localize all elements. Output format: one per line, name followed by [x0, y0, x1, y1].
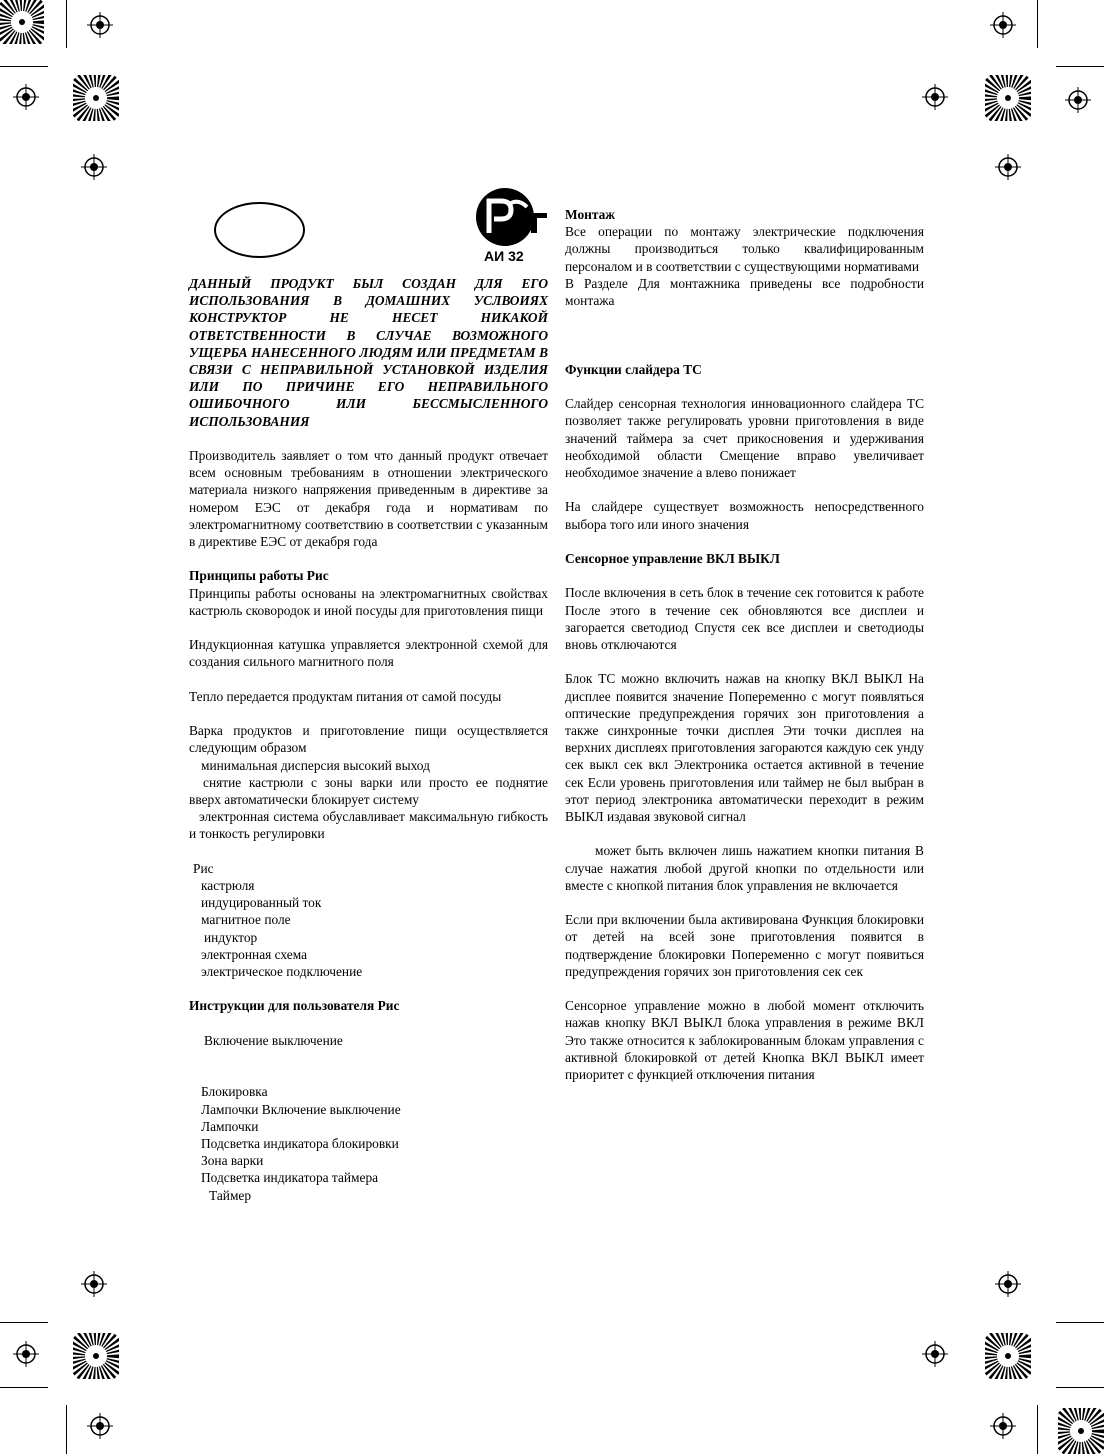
crop-mark — [1056, 1322, 1104, 1323]
ce-mark-oval-logo — [214, 202, 305, 258]
figure-legend — [189, 877, 548, 980]
crop-mark — [66, 0, 67, 48]
figure-legend-item: электронная схема — [201, 946, 308, 962]
mount-heading: Монтаж — [565, 207, 616, 222]
touch-paragraph: Если при включении была активирована Функция блокировки от детей на всей зоне приготовления появится в подтверждение блокировки Попеременно с могут появиться предупреждения горячих зон приготовления сек сек — [565, 912, 924, 979]
registration-target-icon — [87, 12, 113, 38]
principles-heading: Принципы работы Рис — [189, 568, 329, 584]
registration-target-icon — [995, 154, 1021, 180]
registration-target-icon — [990, 12, 1016, 38]
slider-paragraph: На слайдере существует возможность непосредственного выбора того или иного значения — [565, 499, 924, 532]
figure-legend-item: магнитное поле — [201, 912, 291, 928]
principles-paragraph: Индукционная катушка управляется электронной схемой для создания сильного магнитного поля — [189, 637, 548, 670]
mount-paragraph: Все операции по монтажу электрические подключения должны производиться только квалифицированным персоналом и в соответствии с существующими нормативами — [565, 224, 924, 274]
controls-legend-item: Блокировка — [201, 1084, 268, 1100]
crop-mark — [0, 66, 48, 67]
registration-target-icon — [990, 1413, 1016, 1439]
declaration-paragraph: Производитель заявляет о том что данный продукт отвечает всем основным требованиям в отношении электрического материала низкого напряжения приведенным в директиве за номером ЕЭС от декабря года и нормативам по электромагнитному соответствию в соответствии с указанным в директиве ЕЭС от декабря года — [189, 448, 548, 550]
crop-mark — [1056, 1387, 1104, 1388]
registration-target-icon — [922, 84, 948, 110]
right-column — [565, 206, 924, 1083]
mount-paragraph: В Разделе Для монтажника приведены все подробности монтажа — [565, 275, 924, 309]
touch-paragraph: Блок ТС можно включить нажав на кнопку ВКЛ ВЫКЛ На дисплее появится значение Попеременно с могут появляться оптические предупреждения горячих зон приготовления а также синхронные точки дисплея Эти точки дисплея на верхних дисплеях приготовления загораются каждую сек унду сек выкл сек вкл Электроника остается активной в течение сек Если уровень приготовления или таймер не был выбран в этот период электроника автоматически переходит в режим ВЫКЛ издавая звуковой сигнал — [565, 671, 924, 824]
crop-mark — [1037, 1405, 1038, 1454]
starburst-target-icon — [985, 1333, 1031, 1379]
figure-legend-item: электрическое подключение — [201, 964, 363, 980]
starburst-target-icon — [1058, 1408, 1104, 1454]
starburst-target-icon — [0, 0, 44, 44]
touch-control-heading: Сенсорное управление ВКЛ ВЫКЛ — [565, 550, 780, 566]
figure-legend-item: индуцированный ток — [201, 895, 322, 911]
registration-target-icon — [13, 1341, 39, 1367]
principles-paragraph: Варка продуктов и приготовление пищи осуществляется следующим образом — [189, 723, 548, 756]
crop-mark — [1056, 66, 1104, 67]
figure-legend-item: индуктор — [204, 929, 258, 945]
controls-legend-item: Лампочки Включение выключение — [201, 1101, 401, 1117]
principles-bullet: минимальная дисперсия высокий выход — [201, 757, 430, 773]
starburst-target-icon — [73, 1333, 119, 1379]
touch-paragraph: может быть включен лишь нажатием кнопки питания В случае нажатия любой другой кнопки по отдельности или вместе с кнопкой питания блок управления не включается — [565, 843, 924, 893]
touch-paragraph: Сенсорное управление можно в любой момент отключить нажав кнопку ВКЛ ВЫКЛ блока управления в режиме ВКЛ Это также относится к заблокированным блокам управления с активной блокировкой от детей Кнопка ВКЛ ВЫКЛ имеет приоритет с функцией отключения питания — [565, 998, 924, 1082]
on-off-label: Включение выключение — [204, 1032, 343, 1048]
instructions-heading: Инструкции для пользователя Рис — [189, 998, 400, 1014]
safety-warning: ДАННЫЙ ПРОДУКТ БЫЛ СОЗДАН ДЛЯ ЕГО ИСПОЛЬЗОВАНИЯ В ДОМАШНИХ УСЛВОИЯХ КОНСТРУКТОР НЕ НЕСЕТ НИКАКОЙ ОТВЕТСТВЕННОСТИ В СЛУЧАЕ ВОЗМОЖНОГО УЩЕРБА НАНЕСЕННОГО ЛЮДЯМ ИЛИ ПРЕДМЕТАМ В СВЯЗИ С НЕПРАВИЛЬНОЙ УСТАНОВКОЙ ИЗДЕЛИЯ ИЛИ ПО ПРИЧИНЕ ЕГО НЕПРАВИЛЬНОГО ОШИБОЧНОГО ИЛИ БЕССМЫСЛЕННОГО ИСПОЛЬЗОВАНИЯ — [189, 276, 548, 429]
registration-target-icon — [995, 1271, 1021, 1297]
controls-legend-item: Зона варки — [201, 1153, 264, 1169]
starburst-target-icon — [73, 75, 119, 121]
crop-mark — [66, 1405, 67, 1454]
slider-heading: Функции слайдера ТС — [565, 361, 702, 377]
registration-target-icon — [87, 1413, 113, 1439]
starburst-target-icon — [985, 75, 1031, 121]
registration-target-icon — [81, 1271, 107, 1297]
figure-label: Рис — [193, 860, 214, 876]
slider-paragraph: Слайдер сенсорная технология инновационного слайдера ТС позволяет также регулировать уровни приготовления в виде значений таймера за счет прикосновения и удерживания необходимой области Смещение вправо увеличивает необходимое значение а влево понижает — [565, 396, 924, 480]
registration-target-icon — [922, 1341, 948, 1367]
controls-legend-item: Подсветка индикатора таймера — [201, 1170, 379, 1186]
registration-target-icon — [13, 84, 39, 110]
controls-legend-item: Подсветка индикатора блокировки — [201, 1136, 399, 1152]
registration-target-icon — [81, 154, 107, 180]
rst-code: АИ 32 — [484, 248, 524, 264]
principles-paragraph: Тепло передается продуктам питания от самой посуды — [189, 688, 502, 704]
registration-target-icon — [1065, 87, 1091, 113]
controls-legend-item: Лампочки — [201, 1118, 259, 1134]
controls-legend — [189, 1083, 548, 1203]
crop-mark — [1037, 0, 1038, 48]
controls-legend-item: Таймер — [209, 1187, 252, 1203]
left-column — [189, 275, 548, 1204]
touch-paragraph: После включения в сеть блок в течение сек готовится к работе После этого в течение сек обновляются все дисплеи и загорается светодиод Спустя сек все дисплеи и светодиоды вновь отключаются — [565, 585, 924, 652]
principles-bullet: снятие кастрюли с зоны варки или просто ее поднятие вверх автоматически блокирует систему — [189, 774, 548, 808]
crop-mark — [0, 1387, 48, 1388]
principles-paragraph: Принципы работы основаны на электромагнитных свойствах кастрюль сковородок и иной посуды для приготовления пищи — [189, 585, 548, 618]
figure-legend-item: кастрюля — [201, 878, 255, 894]
crop-mark — [0, 1322, 48, 1323]
principles-bullet: электронная система обуславливает максимальную гибкость и тонкость регулировки — [189, 809, 548, 842]
